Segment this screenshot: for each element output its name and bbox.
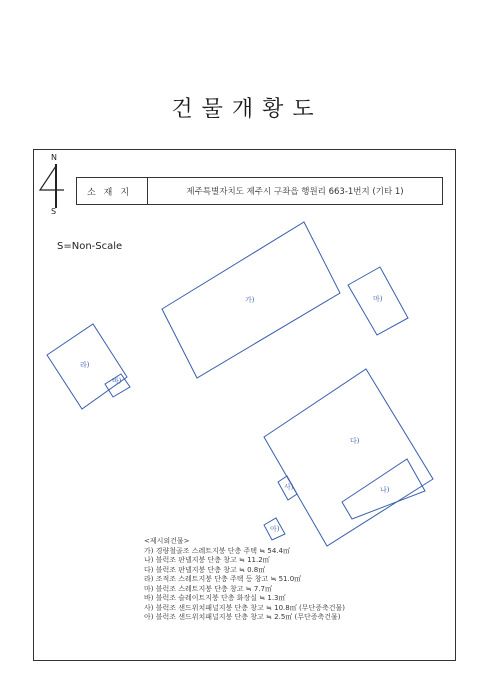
building-da: [264, 369, 433, 546]
scale-note: S=Non-Scale: [57, 241, 123, 252]
location-address: 제주특별자치도 제주시 구좌읍 행원리 663-1번지 (기타 1): [186, 187, 404, 197]
legend-item: 나) 블럭조 판넬지붕 단층 창고 ≒ 11.2㎡: [144, 556, 270, 564]
label-sa: 사): [284, 483, 294, 491]
legend-item: 아) 블럭조 샌드위치패널지붕 단층 창고 ≒ 2.5㎡ (무단증축건물): [144, 613, 341, 621]
legend: [144, 537, 345, 623]
legend-item: 사) 블럭조 샌드위치패널지붕 단층 창고 ≒ 10.8㎡ (무단증축건물): [144, 603, 345, 612]
label-a: 아): [270, 525, 280, 533]
page-title: 건물개황도: [171, 97, 323, 122]
legend-heading: <제시외건물>: [144, 537, 190, 545]
legend-item: 라) 조적조 스레트지붕 단층 주택 등 창고 ≒ 51.0㎡: [144, 575, 302, 583]
legend-item: 바) 블럭조 슬레이트지붕 단층 화장실 ≒ 1.3㎡: [144, 594, 286, 602]
legend-item: 마) 블럭조 스레트지붕 단층 창고 ≒ 7.7㎡: [144, 584, 272, 593]
label-da: 다): [350, 437, 360, 445]
legend-item: 다) 블럭조 판넬지붕 단층 창고 ≒ 0.8㎡: [144, 565, 266, 574]
legend-item: 가) 경량철골조 스레트지붕 단층 주택 ≒ 54.4㎡: [144, 546, 290, 555]
label-na: 나): [380, 486, 390, 494]
south-label: S: [51, 207, 57, 216]
north-label: N: [51, 153, 57, 162]
label-ba: 바): [112, 377, 122, 385]
label-ma: 마): [373, 295, 383, 303]
label-ga: 가): [245, 296, 255, 304]
label-ra: 라): [80, 361, 90, 369]
location-header: 소재지: [77, 178, 148, 204]
